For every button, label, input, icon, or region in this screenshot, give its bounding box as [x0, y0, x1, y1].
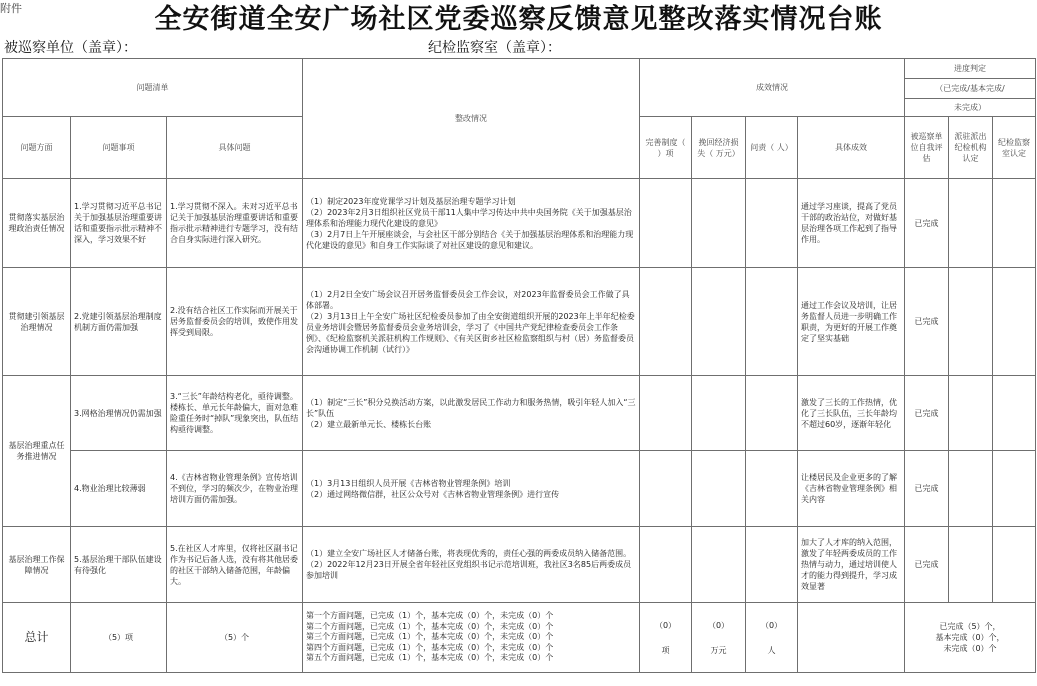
page-title: 全安街道全安广场社区党委巡察反馈意见整改落实情况台账	[154, 4, 883, 35]
specific-cell: 3.“三长”年龄结构老化，亟待调整。楼栋长、单元长年龄偏大，面对急难险重任务时“掉队”现象突出，队伍结构亟待调整。	[167, 376, 303, 451]
self-eval-cell: 已完成	[905, 268, 949, 376]
dispatched-header: 派驻派出纪检机构认定	[949, 117, 993, 179]
rules-header: 完善制度（ ）项	[640, 117, 692, 179]
aspect-cell: 基层治理工作保障情况	[3, 527, 71, 603]
office-confirm-cell	[993, 268, 1036, 376]
progress-options-header: （已完成/基本完成/	[905, 79, 1036, 99]
attachment-label: 附件	[0, 2, 22, 15]
rules-cell	[640, 179, 692, 268]
self-eval-cell: 已完成	[905, 179, 949, 268]
office-confirm-cell	[993, 527, 1036, 603]
summary-line: 第一个方面问题，已完成（1）个，基本完成（0）个，未完成（0）个	[306, 611, 554, 621]
office-confirm-cell	[993, 179, 1036, 268]
accountability-cell	[746, 268, 798, 376]
table-row	[3, 268, 1036, 376]
rectification-line: （1）制定2023年度党课学习计划及基层治理专题学习计划	[306, 196, 516, 206]
loss-header: 挽回经济损失（ 万元）	[692, 117, 746, 179]
total-specifics: （5）个	[167, 603, 303, 673]
accountability-header: 问责（ 人）	[746, 117, 798, 179]
rectification-cell	[303, 179, 640, 268]
rules-cell	[640, 527, 692, 603]
total-rules-value: （0）	[654, 620, 677, 630]
total-status	[905, 603, 1036, 673]
results-cell: 激发了三长的工作热情，优化了三长队伍，三长年龄均不超过60岁，逐渐年轻化	[798, 376, 905, 451]
total-loss-value: （0）	[707, 620, 730, 630]
rectification-line: （2）2022年12月23日开展全省年轻社区党组织书记示范培训班，我社区3名85后两委成员参加培训	[306, 560, 632, 580]
total-rules-unit: 项	[661, 645, 670, 655]
table-row	[3, 376, 1036, 451]
rules-cell	[640, 376, 692, 451]
dispatched-cell	[949, 527, 993, 603]
total-rules	[640, 603, 692, 673]
loss-cell	[692, 268, 746, 376]
aspect-cell: 基层治理重点任务推进情况	[3, 376, 71, 527]
problem-list-header: 问题清单	[3, 59, 303, 117]
loss-cell	[692, 376, 746, 451]
total-acc-value: （0）	[760, 620, 783, 630]
rectification-ledger-table	[2, 58, 1036, 673]
rectification-line: （2）3月13日上午全安广场社区纪检委员参加了由全安街道组织开展的2023年上半年纪检委员业务培训会暨居务监督委员会业务培训会，学习了《中国共产党纪律检查委员会工作条例》、《纪检监察机关派驻机构工作规则》、《有关区街乡社区检监察组织与村（居）务监督委员会沟通协调工作机制（试行）》	[306, 311, 635, 354]
dispatched-cell	[949, 179, 993, 268]
self-eval-cell: 已完成	[905, 451, 949, 527]
dispatched-cell	[949, 268, 993, 376]
summary-line: 第二个方面问题，已完成（1）个，基本完成（0）个，未完成（0）个	[306, 621, 554, 631]
self-eval-cell: 已完成	[905, 376, 949, 451]
office-confirm-cell	[993, 451, 1036, 527]
rectification-line: （1）2月2日全安广场会议召开居务监督委员会工作会议，对2023年监督委员会工作做了具体部署。	[306, 289, 630, 310]
total-label: 总计	[3, 603, 71, 673]
total-row	[3, 603, 1036, 673]
total-results	[798, 603, 905, 673]
total-acc-unit: 人	[767, 645, 776, 655]
table-row	[3, 451, 1036, 527]
specific-cell: 1.学习贯彻不深入。未对习近平总书记关于加强基层治理重要讲话和重要指示批示精神进行专题学习，没有结合自身实际进行深入研究。	[167, 179, 303, 268]
dispatched-cell	[949, 376, 993, 451]
specific-cell: 5.在社区人才库里，仅将社区副书记作为书记后备人选，没有将其他居委的社区干部纳入储备范围，年龄偏大。	[167, 527, 303, 603]
loss-cell	[692, 527, 746, 603]
rectification-line: （1）3月13日组织人员开展《吉林省物业管理条例》培训	[306, 478, 511, 488]
total-items: （5）项	[71, 603, 167, 673]
aspect-header: 问题方面	[3, 117, 71, 179]
accountability-cell	[746, 451, 798, 527]
rectification-cell	[303, 376, 640, 451]
rectification-cell	[303, 268, 640, 376]
total-loss-unit: 万元	[710, 645, 727, 655]
results-cell: 通过学习座谈，提高了党员干部的政治站位，对做好基层治理各项工作起到了指导作用。	[798, 179, 905, 268]
specific-header: 具体问题	[167, 117, 303, 179]
rectification-cell	[303, 451, 640, 527]
specific-cell: 4.《吉林省物业管理条例》宣传培训不到位，学习的频次少，在物业治理培训方面仍需加强。	[167, 451, 303, 527]
results-cell: 加大了人才库的纳入范围，激发了年轻两委成员的工作热情与动力，通过培训使人才的能力得到提升，学习成效显著	[798, 527, 905, 603]
office-confirm-header: 纪检监察室认定	[993, 117, 1036, 179]
rectification-line: （2）建立最新单元长、楼栋长台账	[306, 419, 432, 429]
specific-cell: 2.没有结合社区工作实际而开展关于居务监督委员会的培训，致使作用发挥受到局限。	[167, 268, 303, 376]
progress-options-header-2: 未完成）	[905, 99, 1036, 117]
loss-cell	[692, 451, 746, 527]
rectification-line: （3）2月7日上午开展座谈会，与会社区干部分别结合《关于加强基层治理体系和治理能力现代化建设的意见》和自身工作实际谈了对社区建设的意见和建议。	[306, 229, 634, 250]
rules-cell	[640, 268, 692, 376]
results-cell: 让楼居民及企业更多的了解《吉林省物业管理条例》相关内容	[798, 451, 905, 527]
status-line: 未完成（0）个	[943, 644, 997, 653]
table-row	[3, 179, 1036, 268]
rules-cell	[640, 451, 692, 527]
summary-line: 第五个方面问题，已完成（1）个，基本完成（0）个，未完成（0）个	[306, 653, 554, 663]
results-header: 成效情况	[640, 59, 905, 117]
results-cell: 通过工作会议及培训，让居务监督人员进一步明确工作职责，为更好的开展工作奠定了坚实基础	[798, 268, 905, 376]
item-cell: 5.基层治理干部队伍建设有待强化	[71, 527, 167, 603]
accountability-cell	[746, 179, 798, 268]
status-line: 基本完成（0）个，	[935, 633, 1005, 642]
rectification-line: （2）2023年2月3日组织社区党员干部11人集中学习传达中共中央国务院《关于加强基层治理体系和治理能力现代化建设的意见》	[306, 207, 632, 228]
total-accountability	[746, 603, 798, 673]
dispatched-cell	[949, 451, 993, 527]
item-cell: 4.物业治理比较薄弱	[71, 451, 167, 527]
discipline-office-label: 纪检监察室（盖章）：	[428, 40, 561, 56]
accountability-cell	[746, 376, 798, 451]
item-header: 问题事项	[71, 117, 167, 179]
item-cell: 3.网格治理情况仍需加强	[71, 376, 167, 451]
aspect-cell: 贯彻落实基层治理政治责任情况	[3, 179, 71, 268]
summary-line: 第四个方面问题，已完成（1）个，基本完成（0）个，未完成（0）个	[306, 642, 554, 652]
self-eval-header: 被巡察单位自我评估	[905, 117, 949, 179]
rectification-cell	[303, 527, 640, 603]
accountability-cell	[746, 527, 798, 603]
table-row	[3, 527, 1036, 603]
specific-results-header: 具体成效	[798, 117, 905, 179]
total-loss	[692, 603, 746, 673]
rectification-header: 整改情况	[303, 59, 640, 179]
rectification-line: （2）通过网络微信群，社区公众号对《吉林省物业管理条例》进行宣传	[306, 489, 560, 499]
aspect-cell: 贯彻建引领基层治理情况	[3, 268, 71, 376]
loss-cell	[692, 179, 746, 268]
rectification-line: （1）制定“三长”积分兑换活动方案，以此激发居民工作动力和服务热情，吸引年轻人加入“三长”队伍	[306, 397, 636, 418]
self-eval-cell: 已完成	[905, 527, 949, 603]
summary-line: 第三个方面问题，已完成（1）个，基本完成（0）个，未完成（0）个	[306, 632, 554, 642]
status-line: 已完成（5）个，	[939, 622, 1001, 631]
inspected-unit-label: 被巡察单位（盖章）：	[4, 40, 137, 56]
item-cell: 2.党建引领基层治理制度机制方面仍需加强	[71, 268, 167, 376]
office-confirm-cell	[993, 376, 1036, 451]
rectification-line: （1）建立全安广场社区人才储备台账，将表现优秀的，责任心强的两委成员纳入储备范围。	[306, 549, 632, 558]
progress-judgement-header: 进度判定	[905, 59, 1036, 79]
item-cell: 1.学习贯彻习近平总书记关于加强基层治理重要讲话和重要指示批示精神不深入，学习效果不好	[71, 179, 167, 268]
total-summary	[303, 603, 640, 673]
